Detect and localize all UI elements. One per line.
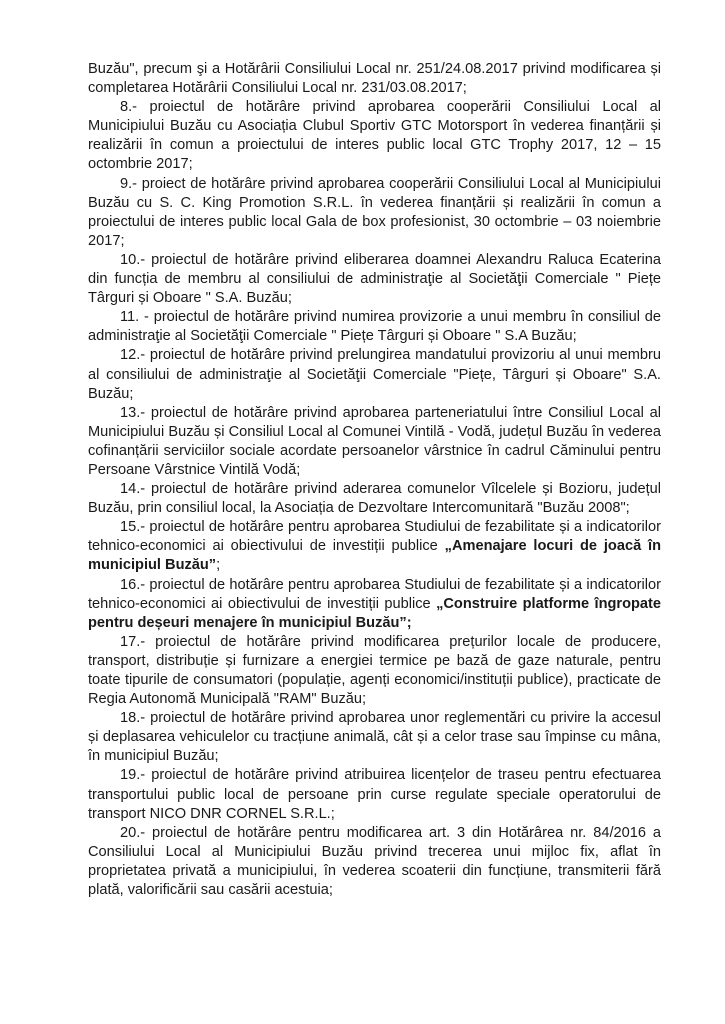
paragraph-item-16-bold-title: „Construire platforme îngropate pentru deșeuri menajere în municipiul Buzău”;	[88, 595, 661, 631]
paragraph-item-17: 17.- proiectul de hotărâre privind modificarea prețurilor locale de producere, transport, distribuție și furnizare a energiei termice pe bază de gaze naturale, pentru toate tipurile de consumatori (populație, agenți economici/instituții publice), practicate de Regia Autonomă Municipală "RAM" Buzău;	[88, 633, 661, 708]
paragraph-item-20: 20.- proiectul de hotărâre pentru modificarea art. 3 din Hotărârea nr. 84/2016 a Consiliului Local al Municipiului Buzău privind trecerea unui mijloc fix, aflat în proprietatea privată a municipiului, în vederea scoaterii din funcțiune, transmiterii fără plată, valorificării sau casării acestuia;	[88, 824, 661, 899]
paragraph-item-15-tail: ;	[216, 557, 221, 574]
paragraph-item-13: 13.- proiectul de hotărâre privind aprobarea parteneriatului între Consiliul Local al Municipiului Buzău și Consiliul Local al Comunei Vintilă - Vodă, județul Buzău în vederea cofinanțării serviciilor sociale acordate persoanelor vârstnice în cadrul Căminului pentru Persoane Vârstnice Vintilă Vodă;	[88, 404, 661, 478]
paragraph-item-8: 8.- proiectul de hotărâre privind aprobarea cooperării Consiliului Local al Municipiului Buzău cu Asociația Clubul Sportiv GTC Motorsport în vederea finanțării și realizării în comun a proiectului de interes public local GTC Trophy 2017, 12 – 15 octombrie 2017;	[88, 99, 661, 173]
paragraph-item-9: 9.- proiect de hotărâre privind aprobarea cooperării Consiliului Local al Municipiului Buzău cu S. C. King Promotion S.R.L. în vederea finanțării și realizării în comun a proiectului de interes public local Gala de box profesionist, 30 octombrie – 03 noiembrie 2017;	[88, 175, 661, 249]
paragraph-intro: Buzău", precum şi a Hotărârii Consiliului Local nr. 251/24.08.2017 privind modificarea și completarea Hotărârii Consiliului Local nr. 231/03.08.2017;	[88, 61, 661, 97]
paragraph-item-15-text: 15.- proiectul de hotărâre pentru aprobarea Studiului de fezabilitate și a indicatorilor tehnico-economici ai obiectivului de investiții publice	[88, 519, 661, 555]
paragraph-item-10: 10.- proiectul de hotărâre privind eliberarea doamnei Alexandru Raluca Ecaterina din funcția de membru al consiliului de administraţie al Societăţii Comerciale " Piețe Târguri și Oboare " S.A. Buzău;	[88, 251, 661, 307]
paragraph-item-15-bold-title: „Amenajare locuri de joacă în municipiul Buzău”	[88, 538, 661, 574]
paragraph-item-15	[88, 518, 661, 575]
paragraph-item-19: 19.- proiectul de hotărâre privind atribuirea licențelor de traseu pentru efectuarea transportului public local de persoane prin curse regulate speciale operatorului de transport NICO DNR CORNEL S.R.L.;	[88, 767, 661, 822]
paragraph-item-16-text: 16.- proiectul de hotărâre pentru aprobarea Studiului de fezabilitate și a indicatorilor tehnico-economici ai obiectivului de investiții publice	[88, 576, 661, 612]
paragraph-item-16	[88, 576, 661, 633]
paragraph-item-11: 11. - proiectul de hotărâre privind numirea provizorie a unui membru în consiliul de administraţie al Societăţii Comerciale " Piețe Târguri și Oboare " S.A Buzău;	[88, 309, 661, 345]
paragraph-item-12: 12.- proiectul de hotărâre privind prelungirea mandatului provizoriu al unui membru al consiliului de administraţie al Societăţii Comerciale "Piețe, Târguri și Oboare" S.A. Buzău;	[88, 347, 661, 402]
document-body	[88, 60, 661, 900]
paragraph-item-14: 14.- proiectul de hotărâre privind aderarea comunelor Vîlcelele și Bozioru, județul Buzău, prin consiliul local, la Asociația de Dezvoltare Intercomunitară "Buzău 2008";	[88, 481, 661, 517]
paragraph-item-18: 18.- proiectul de hotărâre privind aprobarea unor reglementări cu privire la accesul și deplasarea vehiculelor cu tracțiune animală, cât și a celor trase sau împinse cu mâna, în municipiul Buzău;	[88, 710, 661, 765]
